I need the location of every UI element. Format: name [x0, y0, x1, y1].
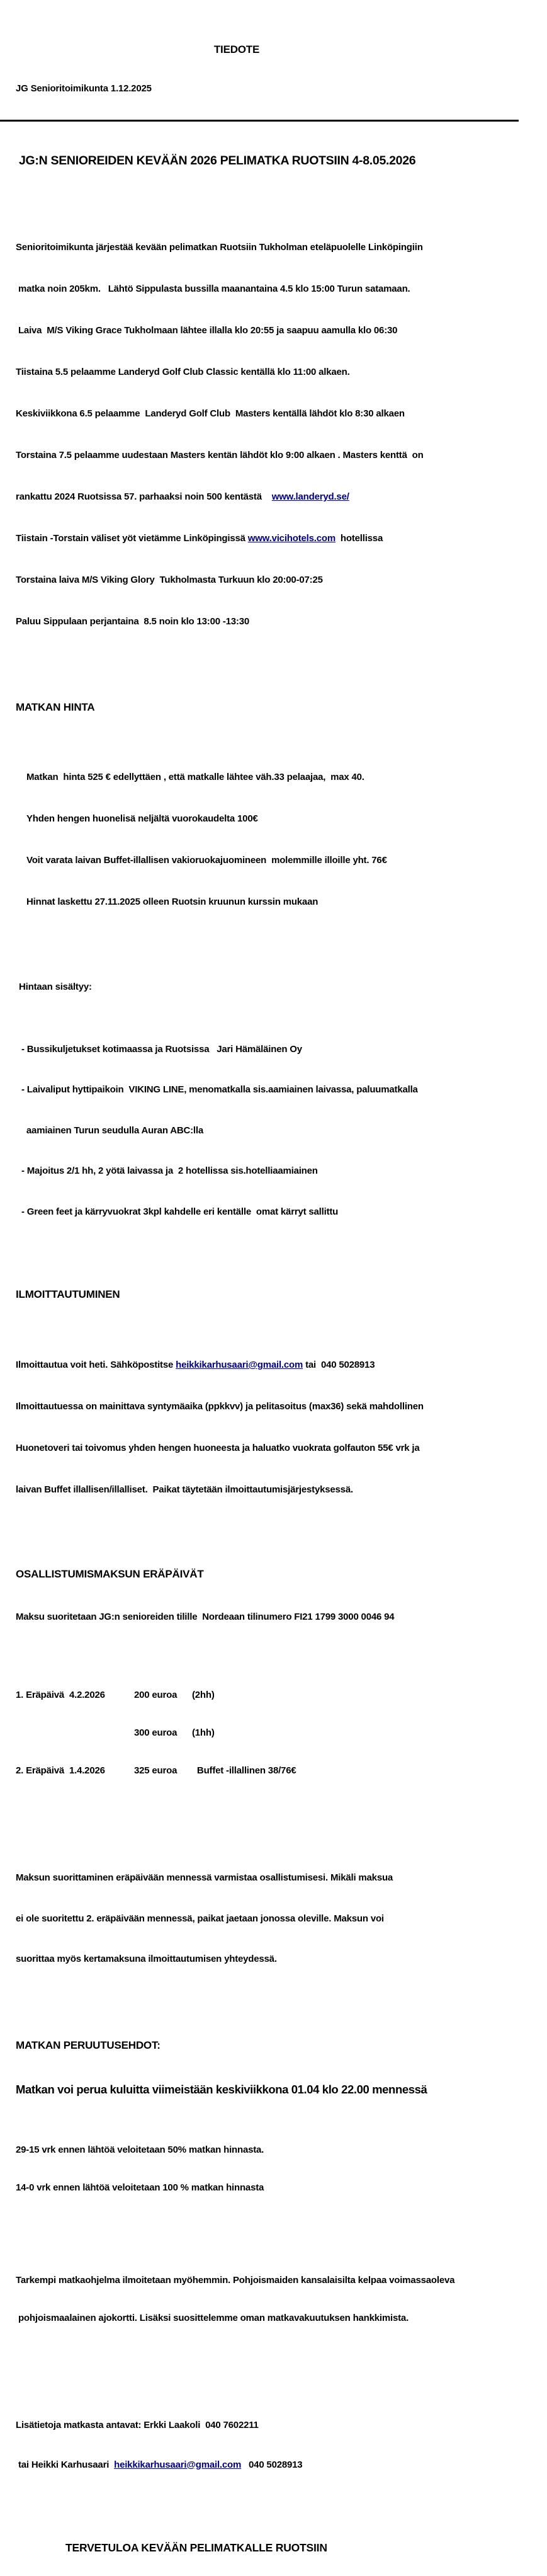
- price-paragraph: [16, 743, 534, 937]
- payment-terms-line-1: Maksun suorittaminen eräpäivään mennessä varmistaa osallistumisesi. Mikäli maksua: [16, 1872, 393, 1883]
- cancellation-highlight-line: Matkan voi perua kuluitta viimeistään keskiviikkona 01.04 klo 22.00 mennessä: [16, 2082, 427, 2096]
- email-link-footer[interactable]: heikkikarhusaari@gmail.com: [114, 2459, 242, 2470]
- contact-line-2-text: tai Heikki Karhusaari: [16, 2459, 115, 2470]
- includes-item-1: - Bussikuljetukset kotimaassa ja Ruotsissa Jari Hämäläinen Oy: [19, 1043, 302, 1055]
- vicihotels-link[interactable]: www.vicihotels.com: [247, 533, 336, 544]
- due-amount: 300 euroa: [134, 1727, 178, 1738]
- contact-line-1: Lisätietoja matkasta antavat: Erkki Laakoli 040 7602211: [16, 2419, 259, 2430]
- notice-title: TIEDOTE: [213, 43, 260, 55]
- landeryd-link[interactable]: www.landeryd.se/: [271, 491, 349, 502]
- contact-line-2: [16, 2458, 534, 2471]
- cancellation-section-heading: MATKAN PERUUTUSEHDOT:: [16, 2039, 161, 2051]
- payment-terms-line-2: ei ole suoritettu 2. eräpäivään mennessä, paikat jaetaan jonossa oleville. Maksun voi: [16, 1913, 384, 1924]
- intro-line-2: matka noin 205km. Lähtö Sippulasta bussilla maanantaina 4.5 klo 15:00 Turun satamaan.: [16, 283, 410, 294]
- intro-line-5: Keskiviikkona 6.5 pelaamme Landeryd Golf Club Masters kentällä lähdöt klo 8:30 alkaen: [16, 408, 405, 419]
- due-note: (2hh): [192, 1690, 215, 1700]
- intro-line-1: Senioritoimikunta järjestää kevään pelimatkan Ruotsiin Tukholman eteläpuolelle Linköpingiin: [16, 242, 423, 253]
- includes-item-4: - Green feet ja kärryvuokrat 3kpl kahdelle eri kentälle omat kärryt sallittu: [19, 1206, 339, 1217]
- due-dates-table: [16, 1664, 534, 1802]
- table-row: [16, 1765, 534, 1777]
- contacts-block: [16, 2392, 534, 2498]
- due-date-label: 2. Eräpäivä 1.4.2026: [16, 1765, 105, 1776]
- payment-terms-line-3: suorittaa myös kertamaksuna ilmoittautumisen yhteydessä.: [16, 1954, 277, 1964]
- intro-line-7-text: rankattu 2024 Ruotsissa 57. parhaaksi noin 500 kentästä: [16, 491, 272, 502]
- registration-line-1-text: Ilmoittautua voit heti. Sähköpostitse: [16, 1360, 176, 1370]
- includes-item-2: - Laivaliput hyttipaikoin VIKING LINE, menomatkalla sis.aamiainen laivassa, paluumatkalla: [19, 1084, 418, 1095]
- price-line-1: Matkan hinta 525 € edellyttäen , että matkalle lähtee väh.33 pelaajaa, max 40.: [26, 772, 364, 782]
- registration-line-1-text-after: tai 040 5028913: [303, 1360, 375, 1370]
- intro-line-7: [16, 490, 534, 504]
- intro-line-8-text-after: hotellissa: [335, 533, 383, 544]
- price-line-3: Voit varata laivan Buffet-illallisen vakioruokajuomineen molemmille illoille yht. 76€: [26, 855, 387, 866]
- due-amount: 325 euroa: [134, 1765, 178, 1776]
- intro-line-4: Tiistaina 5.5 pelaamme Landeryd Golf Club Classic kentällä klo 11:00 alkaen.: [16, 367, 350, 377]
- contact-line-2-text-after: 040 5028913: [241, 2459, 303, 2470]
- payment-account-line: Maksu suoritetaan JG:n senioreiden tilille Nordeaan tilinumero FI21 1799 3000 0046 94: [16, 1611, 395, 1622]
- includes-item-3: - Majoitus 2/1 hh, 2 yötä laivassa ja 2 hotellissa sis.hotelliaamiainen: [19, 1165, 318, 1176]
- intro-line-3: Laiva M/S Viking Grace Tukholmaan lähtee illalla klo 20:55 ja saapuu aamulla klo 06:30: [16, 325, 398, 336]
- registration-line-4: laivan Buffet illallisen/illalliset. Paikat täytetään ilmoittautumisjärjestyksessä.: [16, 1484, 353, 1495]
- org-date-line: JG Senioritoimikunta 1.12.2025: [16, 83, 152, 94]
- intro-line-10: Paluu Sippulaan perjantaina 8.5 noin klo 13:00 -13:30: [16, 616, 249, 627]
- price-line-2: Yhden hengen huonelisä neljältä vuorokaudelta 100€: [26, 813, 258, 824]
- includes-item-2-cont: aamiainen Turun seudulla Auran ABC:lla: [19, 1125, 203, 1136]
- payment-terms-paragraph: [16, 1844, 534, 1993]
- cancellation-fee-line-2: 14-0 vrk ennen lähtöä veloitetaan 100 % matkan hinnasta: [16, 2182, 264, 2193]
- additional-info-paragraph: [16, 2249, 534, 2350]
- intro-line-9: Torstaina laiva M/S Viking Glory Tukholmasta Turkuun klo 20:00-07:25: [16, 575, 323, 585]
- cancellation-fee-line-1: 29-15 vrk ennen lähtöä veloitetaan 50% matkan hinnasta.: [16, 2144, 264, 2155]
- additional-info-line-1: Tarkempi matkaohjelma ilmoitetaan myöhemmin. Pohjoismaiden kansalaisilta kelpaa voimassaoleva: [16, 2274, 455, 2286]
- price-section-heading: MATKAN HINTA: [16, 701, 95, 713]
- due-date-label: 1. Eräpäivä 4.2.2026: [16, 1690, 105, 1700]
- horizontal-divider: [0, 120, 519, 122]
- intro-line-6: Torstaina 7.5 pelaamme uudestaan Masters kentän lähdöt klo 9:00 alkaen . Masters kenttä on: [16, 450, 424, 461]
- intro-line-8: [16, 532, 534, 546]
- cancellation-fees: [16, 2119, 534, 2219]
- registration-section-heading: ILMOITTAUTUMINEN: [16, 1288, 120, 1300]
- table-row: [16, 1689, 534, 1702]
- intro-line-8-text: Tiistain -Torstain väliset yöt vietämme Linköpingissä: [16, 533, 248, 544]
- includes-list: [16, 1016, 534, 1246]
- due-note: Buffet -illallinen 38/76€: [192, 1765, 296, 1776]
- registration-line-1: [16, 1358, 534, 1372]
- registration-line-2: Ilmoittautuessa on mainittava syntymäaika (ppkkvv) ja pelitasoitus (max36) sekä mahdollinen: [16, 1401, 424, 1412]
- payment-section-heading: OSALLISTUMISMAKSUN ERÄPÄIVÄT: [16, 1568, 204, 1580]
- additional-info-line-2: pohjoismaalainen ajokortti. Lisäksi suosittelemme oman matkavakuutuksen hankkimista.: [16, 2312, 409, 2323]
- closing-line: TERVETULOA KEVÄÄN PELIMATKALLE RUOTSIIN: [65, 2541, 327, 2554]
- price-line-4: Hinnat laskettu 27.11.2025 olleen Ruotsin kruunun kurssin mukaan: [26, 896, 319, 907]
- email-link[interactable]: heikkikarhusaari@gmail.com: [176, 1360, 303, 1370]
- table-row: [16, 1727, 534, 1739]
- due-amount: 200 euroa: [134, 1690, 178, 1700]
- due-note: (1hh): [192, 1727, 215, 1738]
- registration-paragraph: [16, 1331, 534, 1525]
- intro-paragraph: [16, 213, 534, 656]
- includes-heading: Hintaan sisältyy:: [19, 982, 92, 992]
- registration-line-3: Huonetoveri tai toivomus yhden hengen huoneesta ja haluatko vuokrata golfauton 55€ vrk ja: [16, 1443, 420, 1453]
- main-heading: JG:N SENIOREIDEN KEVÄÄN 2026 PELIMATKA RUOTSIIN 4-8.05.2026: [19, 154, 416, 168]
